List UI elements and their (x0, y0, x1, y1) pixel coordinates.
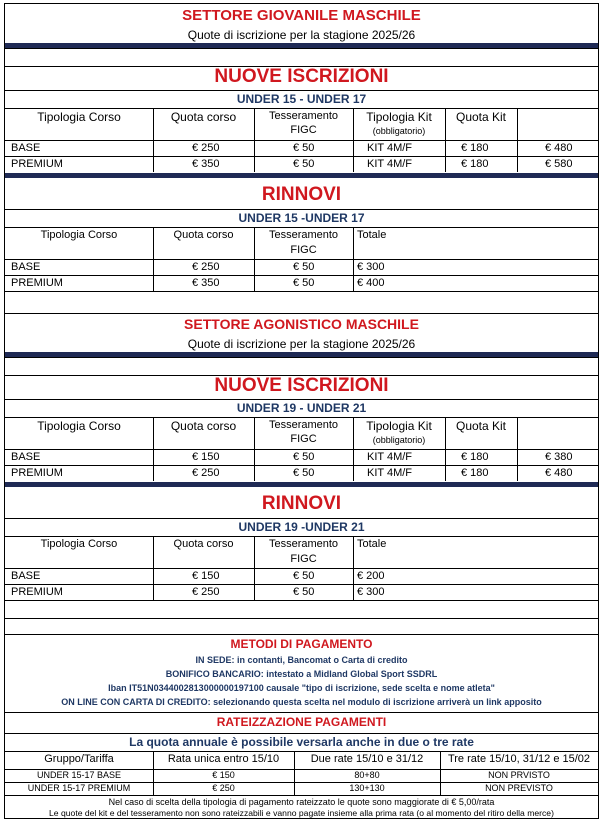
cell: € 250 (192, 586, 220, 598)
cell: € 180 (461, 158, 489, 170)
column-divider (254, 108, 255, 172)
column-divider (153, 536, 154, 600)
cell: € 300 (357, 586, 385, 598)
empty-row (5, 600, 598, 618)
cell: KIT 4M/F (367, 467, 413, 479)
age-group: UNDER 19 -UNDER 21 (238, 520, 365, 534)
col-header: Totale (357, 538, 387, 550)
payment-line: Iban IT51N0344002813000000197100 causale "tipo di iscrizione, sede scelta e nome atleta" (108, 683, 495, 693)
cell: BASE (11, 570, 41, 582)
column-divider (353, 227, 354, 291)
cell: € 50 (293, 570, 315, 582)
cell: NON PREVISTO (485, 783, 553, 793)
cell: NON PRVISTO (488, 770, 550, 780)
cell: € 300 (357, 261, 385, 273)
cell: KIT 4M/F (367, 451, 413, 463)
section-title: SETTORE AGONISTICO MASCHILE (184, 316, 419, 332)
age-group: UNDER 15 -UNDER 17 (238, 211, 365, 225)
col-header: Due rate 15/10 e 31/12 (310, 753, 424, 765)
cell: BASE (11, 261, 41, 273)
cell: € 480 (545, 467, 573, 479)
heading: RINNOVI (261, 493, 342, 514)
col-header: Tipologia Kit (366, 419, 432, 433)
column-divider (445, 417, 446, 481)
cell: BASE (11, 142, 41, 154)
cell: PREMIUM (11, 277, 63, 289)
empty-row (5, 618, 598, 634)
cell: € 250 (192, 142, 220, 154)
column-divider (254, 417, 255, 481)
cell: € 250 (212, 783, 235, 793)
heading: NUOVE ISCRIZIONI (214, 375, 389, 396)
col-header: Tesseramento (268, 229, 339, 241)
cell: PREMIUM (11, 467, 63, 479)
col-header: Quota Kit (455, 110, 507, 124)
col-header: Tesseramento (268, 538, 339, 550)
cell: € 50 (293, 451, 315, 463)
divider-bar (5, 482, 598, 487)
section-subtitle: Quote di iscrizione per la stagione 2025/26 (187, 28, 416, 42)
col-header: Tipologia Corso (37, 110, 121, 124)
column-divider (353, 417, 354, 481)
cell: BASE (11, 451, 41, 463)
col-header: Tesseramento (268, 110, 339, 122)
empty-row (5, 48, 598, 66)
payment-line: BONIFICO BANCARIO: intestato a Midland Global Sport SSDRL (165, 669, 438, 679)
payment-line: IN SEDE: in contanti, Bancomat o Carta di credito (195, 655, 408, 665)
section-subtitle: Quote di iscrizione per la stagione 2025/26 (187, 337, 416, 351)
cell: € 480 (545, 142, 573, 154)
cell: UNDER 15-17 BASE (36, 770, 122, 780)
footnote: Le quote del kit e del tesseramento non sono rateizzabili e vanno pagate insieme alla prima rata (o al momento del ritiro della merce) (49, 808, 554, 818)
cell: € 380 (545, 451, 573, 463)
cell: € 150 (212, 770, 235, 780)
col-header: Tesseramento (268, 419, 339, 431)
cell: 80+80 (354, 770, 380, 780)
col-header: Tipologia Corso (40, 229, 118, 241)
col-header: Tipologia Kit (366, 110, 432, 124)
cell: € 50 (293, 261, 315, 273)
cell: € 50 (293, 158, 315, 170)
cell: € 150 (192, 451, 220, 463)
cell: € 150 (192, 570, 220, 582)
column-divider (153, 108, 154, 172)
column-divider (517, 417, 518, 481)
column-divider (153, 227, 154, 291)
column-divider (353, 108, 354, 172)
age-group: UNDER 19 - UNDER 21 (236, 401, 367, 415)
cell: € 400 (357, 277, 385, 289)
age-group: UNDER 15 - UNDER 17 (236, 92, 367, 106)
empty-row (5, 357, 598, 375)
section-title: SETTORE GIOVANILE MASCHILE (182, 7, 421, 24)
cell: 130+130 (349, 783, 385, 793)
cell: € 50 (293, 142, 315, 154)
cell: € 50 (293, 467, 315, 479)
fee-sheet (4, 3, 599, 819)
cell: UNDER 15-17 PREMIUM (27, 783, 131, 793)
col-header: Quota corso (173, 229, 234, 241)
cell: € 250 (192, 261, 220, 273)
cell: € 350 (192, 277, 220, 289)
col-header: FIGC (290, 244, 317, 256)
payment-title: METODI DI PAGAMENTO (230, 637, 373, 651)
cell: € 180 (461, 451, 489, 463)
empty-row (5, 291, 598, 313)
col-header: FIGC (290, 124, 317, 136)
col-header: (obbligatorio) (372, 126, 426, 136)
installments-title: RATEIZZAZIONE PAGAMENTI (216, 715, 387, 729)
cell: € 180 (461, 142, 489, 154)
column-divider (353, 536, 354, 600)
installments-subtitle: La quota annuale è possibile versarla anche in due o tre rate (129, 735, 474, 749)
heading: RINNOVI (261, 184, 342, 205)
col-header: Quota corso (170, 110, 237, 124)
cell: PREMIUM (11, 158, 63, 170)
cell: € 180 (461, 467, 489, 479)
cell: KIT 4M/F (367, 158, 413, 170)
col-header: Gruppo/Tariffa (44, 753, 114, 765)
col-header: Totale (357, 229, 387, 241)
cell: PREMIUM (11, 586, 63, 598)
column-divider (153, 417, 154, 481)
col-header: Rata unica entro 15/10 (167, 753, 280, 765)
column-divider (254, 227, 255, 291)
cell: € 580 (545, 158, 573, 170)
column-divider (445, 108, 446, 172)
col-header: Quota Kit (455, 419, 507, 433)
col-header: FIGC (290, 433, 317, 445)
cell: KIT 4M/F (367, 142, 413, 154)
col-header: Tre rate 15/10, 31/12 e 15/02 (447, 753, 591, 765)
cell: € 50 (293, 277, 315, 289)
col-header: (obbligatorio) (372, 435, 426, 445)
col-header: FIGC (290, 553, 317, 565)
column-divider (517, 108, 518, 172)
cell: € 250 (192, 467, 220, 479)
payment-line: ON LINE CON CARTA DI CREDITO: selezionando questa scelta nel modulo di iscrizione arriverà un link apposito (61, 697, 542, 707)
col-header: Tipologia Corso (37, 419, 121, 433)
column-divider (254, 536, 255, 600)
heading: NUOVE ISCRIZIONI (214, 66, 389, 87)
footnote: Nel caso di scelta della tipologia di pagamento rateizzato le quote sono maggiorate di € 5,00/rata (108, 797, 495, 807)
col-header: Tipologia Corso (40, 538, 118, 550)
cell: € 350 (192, 158, 220, 170)
divider-bar (5, 173, 598, 178)
cell: € 200 (357, 570, 385, 582)
cell: € 50 (293, 586, 315, 598)
col-header: Quota corso (170, 419, 237, 433)
col-header: Quota corso (173, 538, 234, 550)
